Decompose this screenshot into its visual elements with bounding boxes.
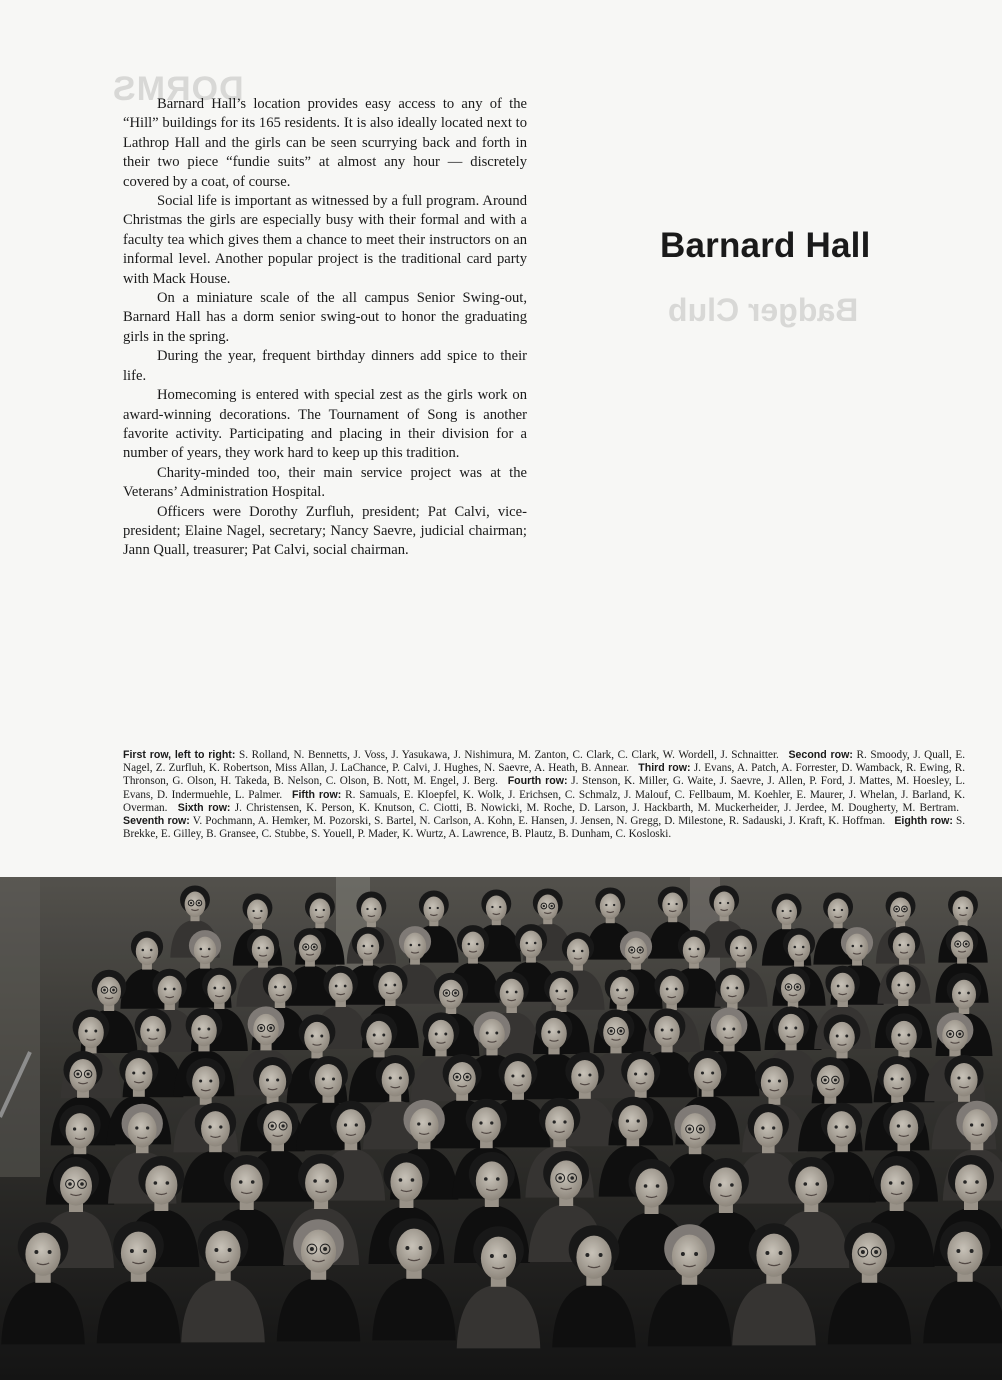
paragraph-2: Social life is important as witnessed by a full program. Around Christmas the girls are especially busy with their formal and with a faculty tea which gives them a chance to meet their instructors on an informal level. Another popular project is the traditional card party with Mack House.: [123, 193, 527, 287]
caption-row-label: Fourth row:: [507, 775, 568, 788]
photo-tint: [0, 877, 1002, 1380]
bleed-through-club: Badger Club: [668, 292, 859, 328]
bleed-through-heading: DORMS: [112, 70, 244, 108]
paragraph-4: During the year, frequent birthday dinners add spice to their life.: [123, 348, 527, 384]
paragraph-5: Homecoming is entered with special zest as the girls work on award-winning decorations. The Tournament of Song is another favorite activity. Participating and placing in their division for a number of years, they work hard to keep up this tradition.: [123, 387, 527, 462]
caption-row-label: Eighth row:: [894, 815, 953, 828]
caption-row-7: [123, 815, 891, 827]
paragraph-1: Barnard Hall’s location provides easy access to any of the “Hill” buildings for its 165 residents. It is also ideally located next to Lathrop Hall and the girls can be seen scurrying back and forth in their two piece “fundie suits” at almost any hour — discretely covered by a coat, of course.: [123, 96, 527, 190]
article-body: [123, 95, 527, 561]
caption-row-names: S. Rolland, N. Bennetts, J. Voss, J. Yasukawa, J. Nishimura, M. Zanton, C. Clark, C. Clark, W. Wordell, J. Schnaitter.: [238, 749, 779, 761]
caption-row-label: Third row:: [638, 762, 691, 775]
caption-row-label: Sixth row:: [177, 801, 231, 814]
caption-row-names: J. Evans, A. Patch, A. Forrester, D. Wamback, R. Ewing, R. Thronson, G. Olson, H. Takeda, B. Nelson, C. Olson, B. Nott, M. Engel, J. Berg.: [123, 762, 966, 788]
paragraph-7: Officers were Dorothy Zurfluh, president; Pat Calvi, vice-president; Elaine Nagel, secretary; Nancy Saevre, judicial chairman; Jann Quall, treasurer; Pat Calvi, social chairman.: [123, 503, 527, 559]
caption-row-label: Fifth row:: [292, 788, 342, 801]
paragraph-3: On a miniature scale of the all campus Senior Swing-out, Barnard Hall has a dorm senior swing-out to honor the graduating girls in the spring.: [123, 290, 527, 345]
caption-row-names: R. Samuals, E. Kloepfel, K. Wolk, J. Erichsen, C. Schmalz, J. Malouf, C. Fellbaum, M. Koehler, E. Maurer, J. Whelan, J. Barland, K. Overman.: [123, 788, 966, 814]
page-title: Barnard Hall: [660, 226, 871, 265]
caption-row-label: Second row:: [788, 749, 853, 761]
caption-row-names: J. Christensen, K. Person, K. Knutson, C. Ciotti, B. Nowicki, M. Roche, D. Larson, J. Hackbarth, M. Muckerheider, J. Jerdee, M. Dougherty, M. Bertram.: [234, 801, 960, 814]
caption-row-names: S. Brekke, E. Gilley, B. Gransee, C. Stubbe, S. Youell, P. Mader, K. Wurtz, A. Lawrence, B. Plautz, B. Dunham, C. Kosloski.: [123, 815, 966, 841]
caption-row-label: First row, left to right:: [123, 749, 236, 761]
caption-row-1: [123, 749, 785, 761]
caption-row-names: R. Smoody, J. Quall, E. Nagel, Z. Zurfluh, K. Robertson, Miss Allan, J. LaChance, P. Calvi, J. Hughes, N. Saevre, A. Heath, B. Annear.: [123, 749, 966, 775]
paragraph-6: Charity-minded too, their main service project was at the Veterans’ Administration Hospital.: [123, 464, 527, 501]
caption-row-names: V. Pochmann, A. Hemker, M. Pozorski, S. Bartel, N. Carlson, A. Kohn, E. Hansen, J. Jensen, N. Gregg, D. Milestone, R. Sadauski, J. Kraft, K. Hoffman.: [192, 815, 886, 828]
photo-caption: [123, 749, 965, 841]
caption-row-6: [178, 802, 965, 814]
caption-row-names: J. Stenson, K. Miller, G. Waite, J. Saevre, J. Allen, P. Ford, J. Mattes, M. Hoesley, L. Evans, D. Indermuehle, L. Palmer.: [123, 775, 966, 801]
group-photo-icon: [0, 877, 1002, 1380]
group-photo: [0, 877, 1002, 1380]
caption-row-label: Seventh row:: [123, 815, 190, 828]
